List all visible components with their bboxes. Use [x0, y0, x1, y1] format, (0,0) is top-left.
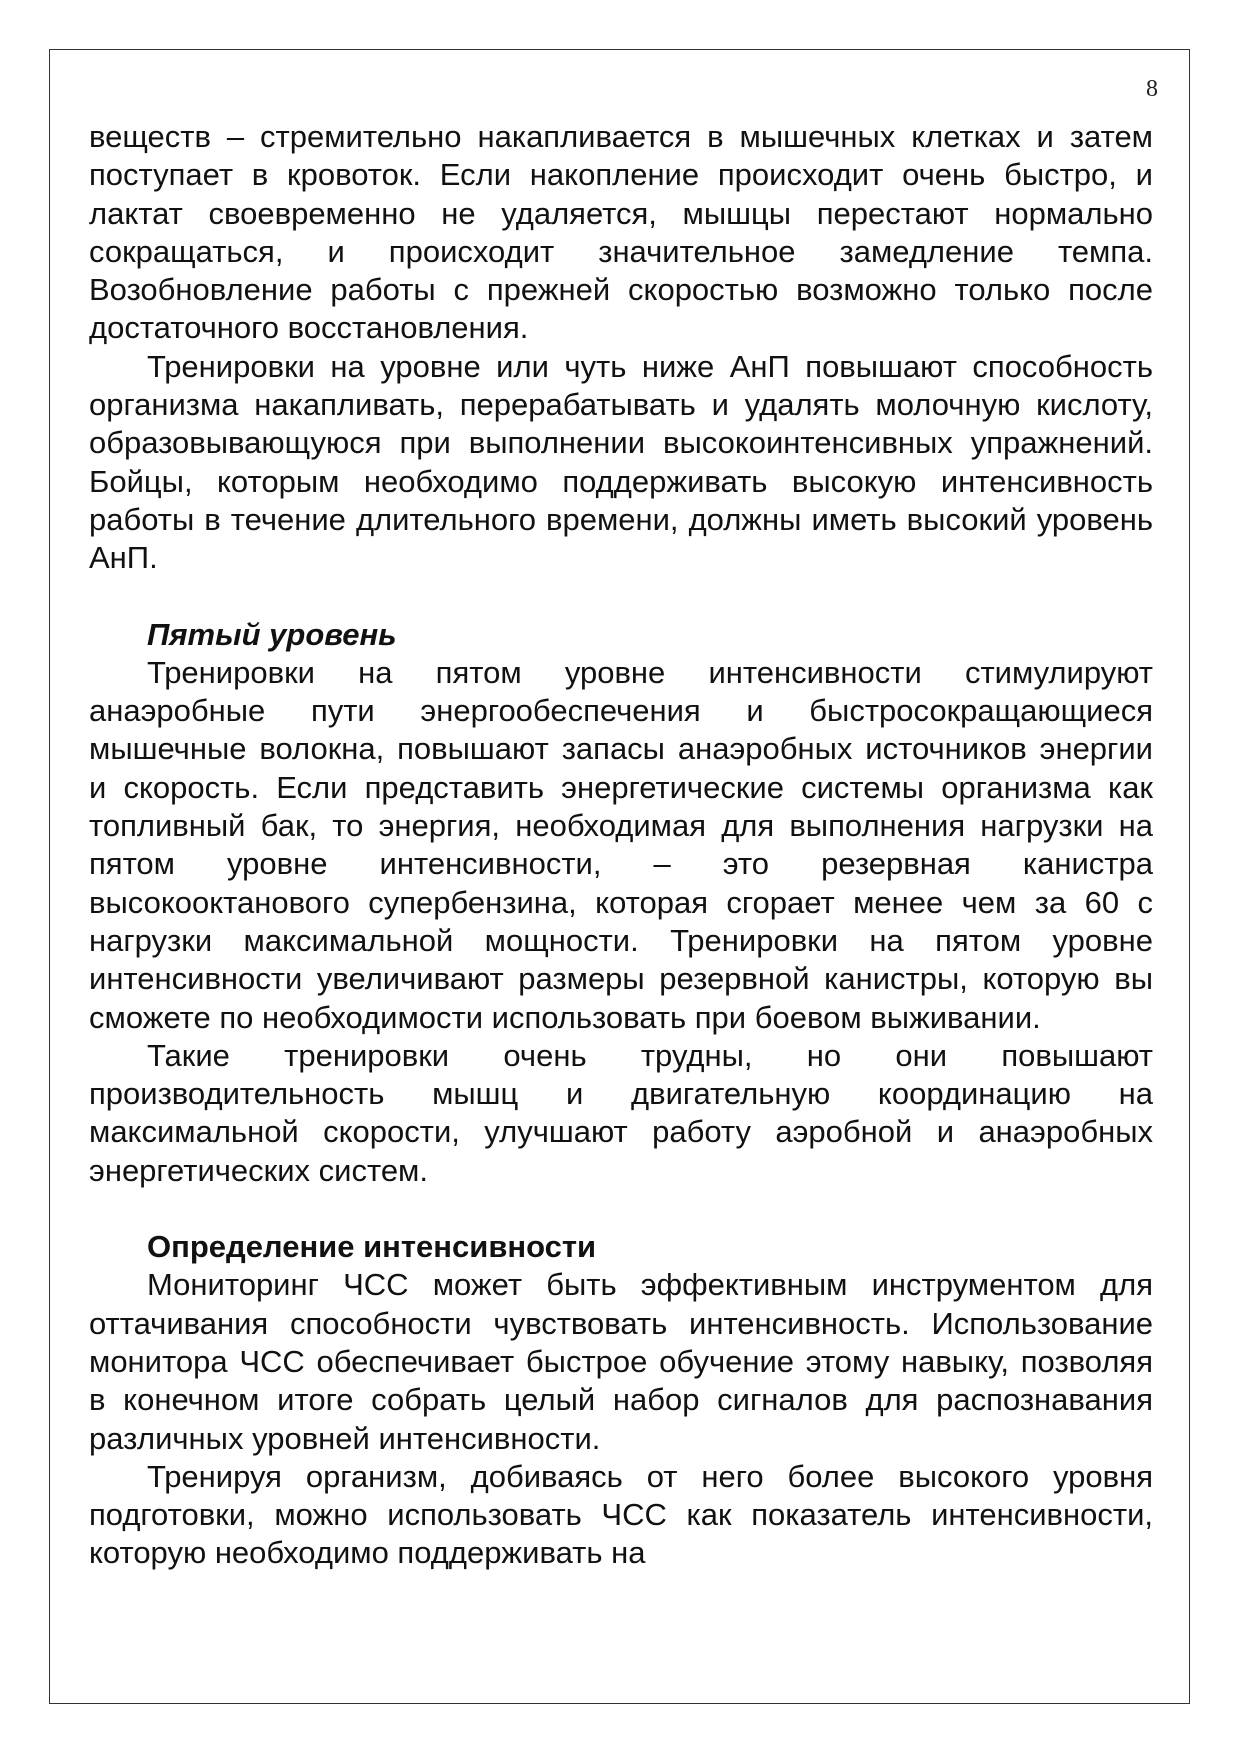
- page-number: 8: [1146, 76, 1158, 102]
- heading-intensity-definition: Определение интенсивности: [147, 1229, 597, 1265]
- paragraph-intro-continuation: веществ – стремительно накапливается в мышечных клетках и затем поступает в кровоток. Если накопление происходит очень быстро, и лактат своевременно не удаляется, мышцы перестают нормально сокращаться, и происходит значительное замедление темпа. Возобновление работы с прежней скоростью возможно только после достаточного восстановления.: [89, 119, 1153, 346]
- paragraph-fifth-level-1: Тренировки на пятом уровне интенсивности стимулируют анаэробные пути энергообеспечения и быстросокращающиеся мышечные волокна, повышают запасы анаэробных источников энергии и скорость. Если представить энергетические системы организма как топливный бак, то энергия, необходимая для выполнения нагрузки на пятом уровне интенсивности, – это резервная канистра высокооктанового супербензина, которая сгорает менее чем за 60 с нагрузки максимальной мощности. Тренировки на пятом уровне интенсивности увеличивают размеры резервной канистры, которую вы сможете по необходимости использовать при боевом выживании.: [89, 654, 1153, 1035]
- paragraph-anp-training: Тренировки на уровне или чуть ниже АнП повышают способность организма накапливать, перерабатывать и удалять молочную кислоту, образовывающуюся при выполнении высокоинтенсивных упражнений. Бойцы, которым необходимо поддерживать высокую интенсивность работы в течение длительного времени, должны иметь высокий уровень АнП.: [89, 348, 1153, 576]
- paragraph-intensity-2: Тренируя организм, добиваясь от него более высокого уровня подготовки, можно использовать ЧСС как показатель интенсивности, которую необходимо поддерживать на: [89, 1458, 1153, 1571]
- paragraph-intensity-1: Мониторинг ЧСС может быть эффективным инструментом для оттачивания способности чувствовать интенсивность. Использование монитора ЧСС обеспечивает быстрое обучение этому навыку, позволяя в конечном итоге собрать целый набор сигналов для распознавания различных уровней интенсивности.: [89, 1267, 1153, 1456]
- paragraph-fifth-level-2: Такие тренировки очень трудны, но они повышают производительность мышц и двигательную координацию на максимальной скорости, улучшают работу аэробной и анаэробных энергетических систем.: [89, 1037, 1153, 1188]
- page-content: [89, 118, 1153, 1573]
- heading-fifth-level: Пятый уровень: [147, 616, 397, 652]
- section-spacer: [89, 1190, 1153, 1228]
- section-spacer: [89, 578, 1153, 616]
